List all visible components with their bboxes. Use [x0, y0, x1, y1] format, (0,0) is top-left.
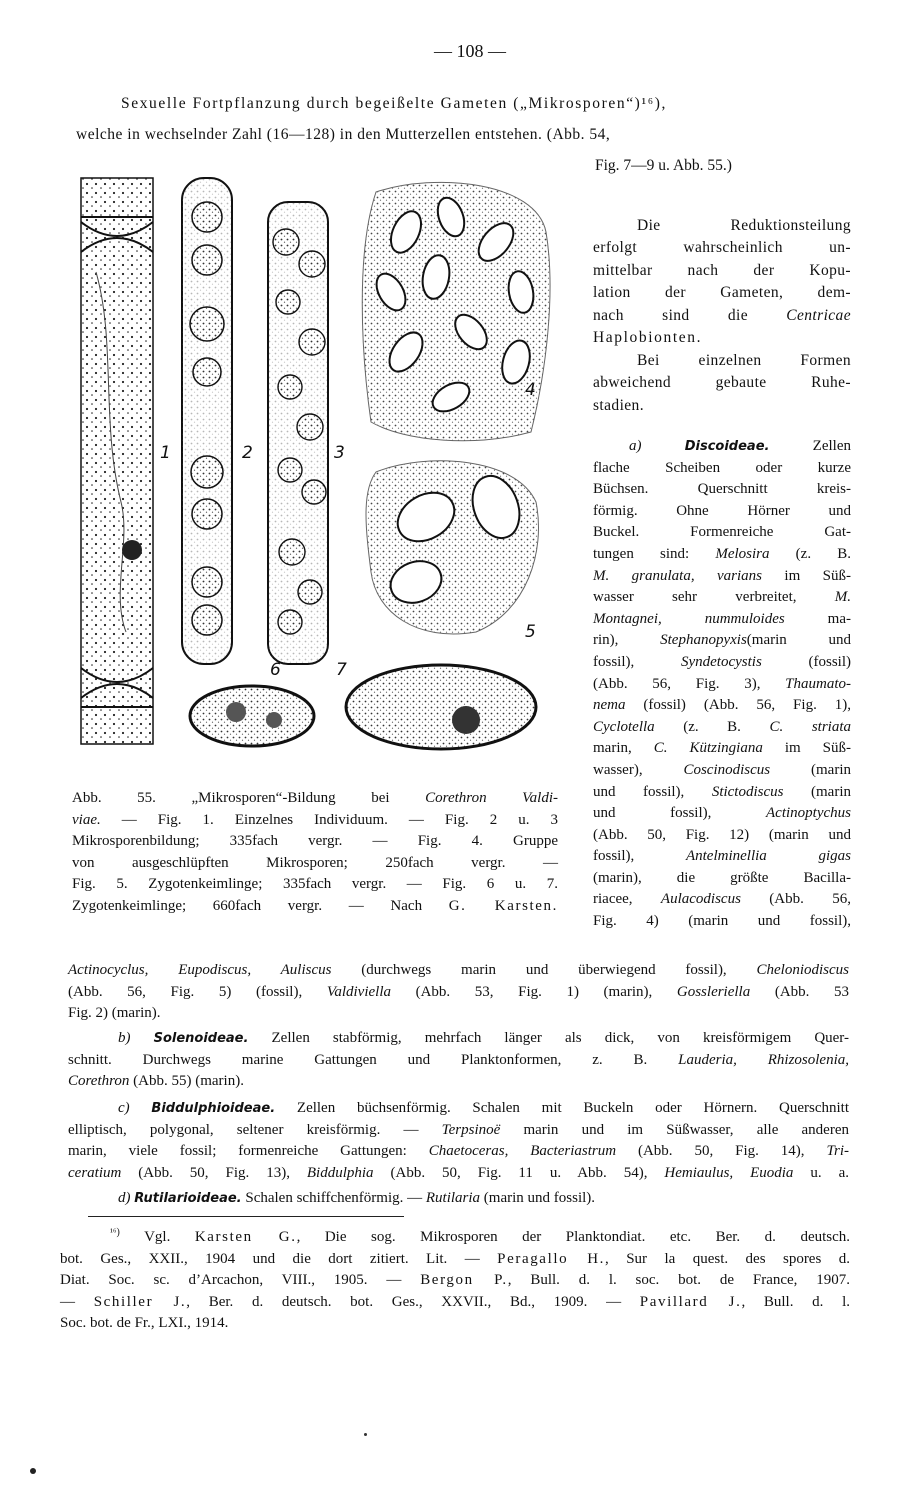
figure-plate: [76, 172, 576, 752]
fig-label-4: 4: [525, 380, 536, 400]
section-solenoideae: b) Solenoideae. Zellen stabförmig, mehrfach länger als dick, von kreisförmigem Quer- schnitt. Durchwegs marine Gattungen und Planktonformen, z. B. Lauderia, Rhizosolenia, Corethron (Abb. 55) (marin).: [68, 1030, 850, 1090]
fig-label-5: 5: [525, 622, 536, 642]
section-c-marker: c): [118, 1100, 130, 1116]
footnote: $^{^{16})}$ Vgl. Karsten G., Die sog. Mikrosporen der Planktondiat. etc. Ber. d. deutsch. bot. Ges., XXII., 1904 und die dort zitiert. Lit. — Peragallo H., Sur la quest. des spores d. Diat. Soc. sc. d’Arcachon, VIII., 1905. — Bergon P., Bull. d. l. soc. bot. de France, 1907. — Schiller J., Ber. d. deutsch. bot. Ges., XXVII., Bd., 1909. — Pavillard J., Bull. d. l. Soc. bot. de Fr., LXI., 1914.: [60, 1227, 851, 1332]
footnote-marker: ¹⁶): [110, 1227, 120, 1238]
figure-caption: Abb. 55. „Mikrosporen“-Bildung bei Corethron Valdi- viae. — Fig. 1. Einzelnes Individuum. — Fig. 2 u. 3 Mikrosporenbildung; 335fach vergr. — Fig. 4. Gruppe von ausgeschlüpften Mikrosporen; 250fach vergr. — Fig. 5. Zygotenkeimlinge; 335fach vergr. — Fig. 6 u. 7. Zygotenkeimlinge; 660fach vergr. — Nach G. Karsten.: [72, 790, 558, 914]
page-number: — 108 —: [434, 41, 506, 61]
scan-speck: [30, 1468, 36, 1474]
fig-label-1: 1: [160, 443, 171, 463]
fig-4-drawing: [362, 182, 550, 440]
heading-line-1: Sexuelle Fortpflanzung durch begeißelte Gameten („Mikrosporen“)¹⁶),: [121, 95, 667, 112]
fig-label-7: 7: [336, 660, 347, 680]
continuation-paragraph: Actinocyclus, Eupodiscus, Auliscus (durchwegs marin und überwiegend fossil), Cheloniodiscus (Abb. 56, Fig. 5) (fossil), Valdiviella (Abb. 53, Fig. 1) (marin), Gossleriella (Abb. 53 Fig. 2) (marin).: [68, 962, 850, 1022]
right-paragraph-2: Bei einzelnen Formen abweichend gebaute Ruhe- stadien.: [593, 352, 851, 414]
section-biddulphioideae: c) Biddulphioideae. Zellen büchsenförmig. Schalen mit Buckeln oder Hörnern. Querschnitt elliptisch, polygonal, seltener kreisförmig. — Terpsinoë marin und im Süßwasser, alle anderen marin, viele fossil; formenreiche Gattungen: Chaetoceras, Bacteriastrum (Abb. 50, Fig. 14), Tri- ceratium (Abb. 50, Fig. 13), Biddulphia (Abb. 50, Fig. 11 u. Abb. 54), Hemiaulus, Euodia u. a.: [68, 1100, 850, 1181]
fig-6-drawing: [190, 686, 314, 746]
right-paragraph-1: Die Reduktionsteilung erfolgt wahrscheinlich un- mittelbar nach der Kopu- lation der Gameten, dem- nach sind die Centricae Haplobionten.: [593, 217, 851, 347]
fig-label-6: 6: [270, 660, 281, 680]
section-b-name: Solenoideae.: [153, 1031, 249, 1046]
fig-5-drawing: [366, 461, 539, 634]
fig-1-drawing: [81, 178, 153, 744]
heading-line-2: welche in wechselnder Zahl (16—128) in den Mutterzellen entstehen. (Abb. 54,: [76, 126, 611, 143]
section-a-marker: a): [629, 438, 642, 454]
fig-2-drawing: [182, 178, 232, 664]
footnote-rule: [88, 1216, 404, 1217]
section-rutilarioideae: d) Rutilarioideae. Schalen schiffchenförmig. — Rutilaria (marin und fossil).: [118, 1190, 596, 1206]
section-a-name: Discoideae.: [684, 439, 770, 454]
fig-label-3: 3: [334, 443, 345, 463]
fig-label-2: 2: [242, 443, 253, 463]
section-c-name: Biddulphioideae.: [151, 1101, 276, 1116]
section-d-name: Rutilarioideae.: [134, 1191, 242, 1206]
fig-7-drawing: [346, 665, 536, 749]
fig-3-drawing: [268, 202, 328, 664]
section-discoideae: a) Discoideae. Zellen flache Scheiben oder kurze Büchsen. Querschnitt kreis- förmig. Ohne Hörner und Buckel. Formenreiche Gat- tungen sind: Melosira (z. B. M. granulata, varians im Süß- wasser sehr verbreitet, M. Montagnei, nummuloides ma- rin), Stephanopyxis(marin und fossil), Syndetocystis (fossil) (Abb. 56, Fig. 3), Thaumato- nema (fossil) (Abb. 56, Fig. 1), Cyclotella (z. B. C. striata marin, C. Kützingiana im Süß- wasser), Coscinodiscus (marin und fossil), Stictodiscus (marin und fossil), Actinoptychus (Abb. 50, Fig. 12) (marin und fossil), Antelminellia gigas (marin), die größte Bacilla- riacee, Aulacodiscus (Abb. 56, Fig. 4) (marin und fossil),: [593, 438, 851, 930]
heading-line-3: Fig. 7—9 u. Abb. 55.): [595, 157, 732, 174]
section-b-marker: b): [118, 1030, 131, 1046]
scan-speck: [364, 1433, 367, 1436]
section-d-marker: d): [118, 1190, 131, 1206]
